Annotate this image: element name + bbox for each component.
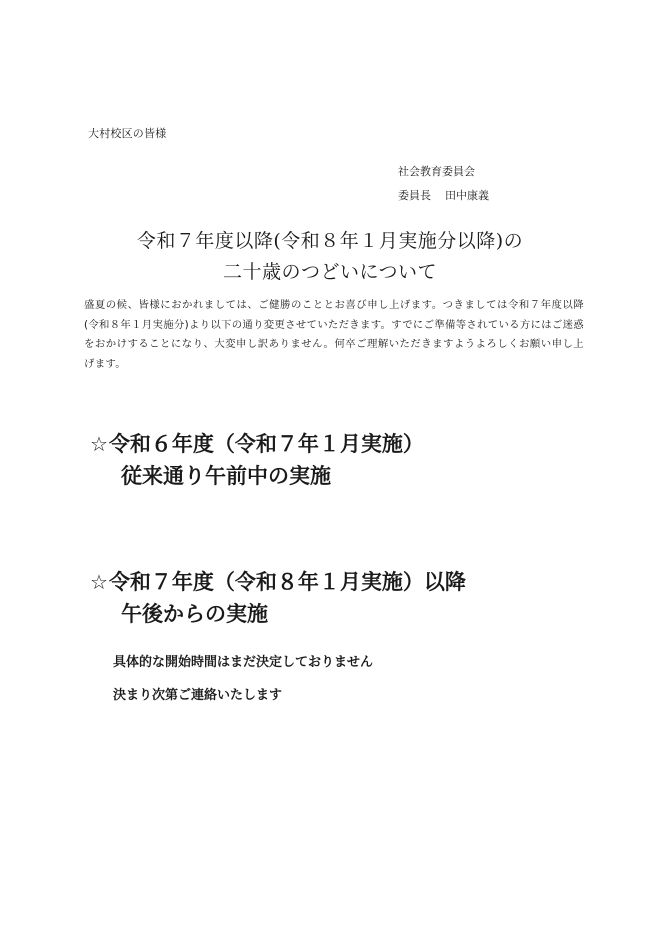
section-heading-text: 令和６年度（令和７年１月実施） [108,432,424,456]
sender-organization: 社会教育委員会 [398,165,475,178]
section-reiwa7 [90,566,466,630]
sender-name: 田中康義 [445,189,489,202]
greeting-paragraph: 盛夏の候、皆様におかれましては、ご健勝のこととお喜び申し上げます。つきましては令和７年度以降(令和８年１月実施分)より以下の通り変更させていただきます。すでにご準備等されている方にはご迷惑をおかけすることになり、大変申し訳ありません。何卒ご理解いただきますようよろしくお願い申し上げます。 [84,299,584,370]
addressee: 大村校区の皆様 [88,127,167,140]
section-heading [90,428,424,460]
sender-signature [398,184,489,208]
sender-role: 委員長 [398,189,431,202]
section-detail: 従来通り午前中の実施 [121,464,331,488]
note-start-time: 具体的な開始時間はまだ決定しておりません [113,655,374,670]
star-icon: ☆ [90,432,108,456]
section-reiwa6 [90,428,424,492]
document-title [80,226,580,288]
section-heading [90,566,466,598]
title-line-1: 令和７年度以降(令和８年１月実施分以降)の [136,230,524,252]
section-heading-text: 令和７年度（令和８年１月実施）以降 [108,570,466,594]
sender-block [398,160,489,208]
note-contact: 決まり次第ご連絡いたします [113,688,283,703]
title-line-2: 二十歳のつどいについて [222,261,438,283]
star-icon: ☆ [90,570,108,594]
section-detail: 午後からの実施 [121,602,268,626]
